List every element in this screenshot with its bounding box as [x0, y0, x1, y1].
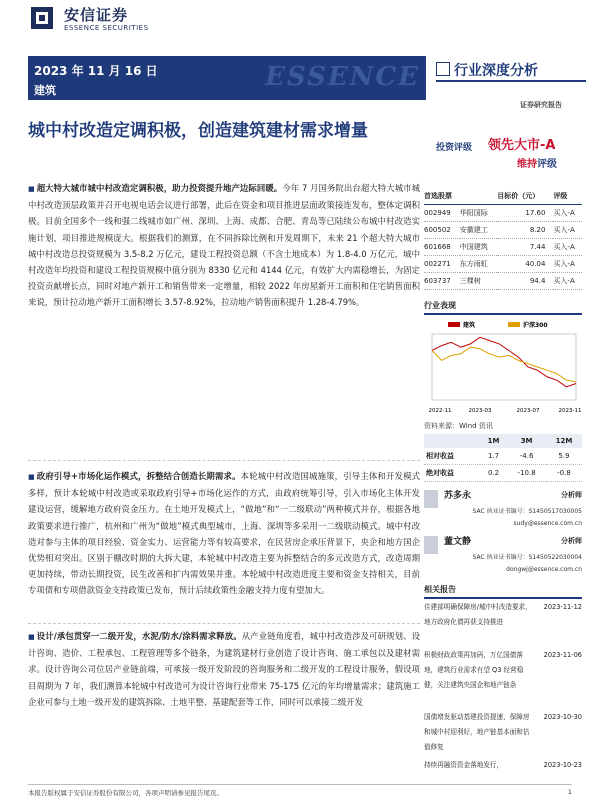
stock-target: 40.04: [497, 256, 553, 273]
rating-label: 投资评级: [436, 143, 473, 153]
col-header: 评级: [553, 190, 582, 205]
analyst-name: 董文静: [444, 537, 472, 547]
legend-label: 沪深300: [523, 322, 548, 329]
section-divider: [28, 460, 420, 461]
performance-row: [424, 465, 582, 482]
related-report-item[interactable]: [424, 648, 582, 706]
summary-paragraph-2: [28, 468, 420, 599]
paragraph-lead: 政府引导+市场化运作模式，拆整结合创造长期需求。: [36, 471, 241, 481]
stock-code: 601668: [424, 239, 460, 256]
stock-rating: 买入-A: [553, 222, 582, 239]
col-header: 3M: [507, 434, 546, 448]
chart-source: 资料来源：Wind 资讯: [424, 422, 493, 430]
related-report-item[interactable]: [424, 758, 582, 778]
stock-row[interactable]: [424, 256, 582, 273]
stock-rating: 买入-A: [553, 256, 582, 273]
related-report-item[interactable]: [424, 600, 582, 644]
rating-maintain-highlight: 维持: [517, 159, 537, 170]
legend-label: 建筑: [463, 322, 476, 329]
analyst-name: 苏多永: [444, 491, 472, 501]
stock-name: 华阳国际: [460, 205, 497, 222]
stock-rating: 买入-A: [553, 273, 582, 290]
col-header: 1M: [480, 434, 508, 448]
analyst-avatar: [424, 490, 438, 508]
legend-swatch: [508, 322, 520, 327]
report-type-label: 行业深度分析: [454, 63, 538, 79]
stock-name: 中国建筑: [460, 239, 497, 256]
analyst-email[interactable]: dongwj@essence.com.cn: [506, 566, 582, 573]
stock-target: 8.20: [497, 222, 553, 239]
related-report-title[interactable]: 住建部明确保障房/城中村改造要求，地方政府化债再获支持推进: [424, 603, 532, 626]
paragraph-text: 今年 7 月国务院出台超大特大城市城中村改造顶层政策并召开电视电话会议进行部署，此后在资金和项目推进层面政策接连发布，整体定调积极。目前全国多个一线和强二线城市如广州、深圳、上海、成都、合肥、青岛等已陆续公布城中村改造实施计划，项目推进规模庞大。根据我们的测算，在不同拆除比例和开发周期下，未来 21 个超大特大城市城中村改造总投资规模为 3.5-8.2 万亿元，建设工程投资总额（不含土地成本）为 1.8-4.0 万亿元，城中村改造年均投资和建设工程投资规模中值分别为 8330 亿元和 4144 亿元，有效扩大内需稳增长，为固定投资贡献增长点，同时对地产新开工和销售带来一定增量，相较 2022 年房屋新开工面积和住宅销售面积来说，预计拉动地产新开工面积增长 3.57-8.92%，拉动地产销售面积提升 1.28-4.79%。: [28, 183, 421, 308]
paragraph-text: 从产业链角度看，城中村改造涉及可研规划、设计咨询、造价、工程承包、工程管理等多个链条，为建筑建材行业创造了设计咨询、施工承包以及建材需求。设计咨询公司位居产业链前端，可承接一级开发阶段的咨询服务和二级开发的工程设计服务，假设项目周期为 7 年，我们测算本轮城中村改造可为设计咨询行业带来 75-175 亿元的年均增量需求；建筑施工企业可参与土地一级开发的建筑拆除、土地平整、基建配套等工作，同时可以承接二级开发: [28, 631, 420, 707]
x-tick-label: 2023-11: [558, 408, 582, 414]
related-report-title[interactable]: 持续再融资资金落地发行，: [424, 761, 504, 769]
performance-row: [424, 448, 582, 465]
report-type-icon: [436, 62, 450, 76]
performance-row-label: 相对收益: [424, 448, 480, 465]
analyst-cert: SAC 执业证书编号：S1450517030005: [472, 508, 582, 515]
paragraph-text: 本轮城中村改造国城施策，引导主体和开发模式多样，预计本轮城中村改造或采取政府引导+市场化运作的方式，由政府统筹引导，引入市场化主体开发建设运营，缓解地方政府资金压力。在土地开发模式上，“做地”和“一二级联动”两种模式并存，根据各地政策要求进行推广，杭州和广州为“做地”模式典型城市，上海、深圳等多采用一二级联动模式。城中村改造对参与主体的项目经验、资金实力、运营能力等有较高要求，在民营房企承压背景下，央企和地方国企优势相对突出。区别于棚改时期的大拆大建，本轮城中村改造主要为拆整结合的多元改造方式，改造周期更加持续，带动长期投资，民生改善和扩内需效果并重。本轮城中村改造进度主要和资金支持相关，目前专项债和专项借款资金支持政策已发布，预计后续政策性金融支持力度有望加大。: [28, 471, 421, 596]
analyst-role: 分析师: [561, 491, 582, 499]
performance-table: [424, 434, 582, 482]
stock-row[interactable]: [424, 239, 582, 256]
bullet-icon: ■: [28, 633, 35, 641]
rating-value: 领先大市-A: [488, 138, 556, 153]
page-number: 1: [567, 788, 572, 796]
col-header: 12M: [546, 434, 582, 448]
banner-watermark: ESSENCE: [265, 62, 420, 92]
stock-row[interactable]: [424, 222, 582, 239]
analyst-cert: SAC 执业证书编号：S1450522030004: [472, 554, 582, 561]
paragraph-lead: 超大特大城市城中村改造定调积极，助力投资提升地产边际回暖。: [36, 183, 283, 193]
related-report-item[interactable]: [424, 710, 582, 754]
performance-value: -0.8: [546, 465, 582, 482]
performance-value: -10.8: [507, 465, 546, 482]
rating-maintain: [517, 155, 557, 170]
x-tick-label: 2022-11: [428, 408, 452, 414]
col-header: 目标价（元）: [497, 190, 553, 205]
report-sector: 建筑: [34, 84, 56, 97]
x-tick-label: 2023-03: [468, 408, 492, 414]
top-picks-table: [424, 190, 582, 290]
analyst-card: [424, 534, 582, 580]
analyst-card: [424, 488, 582, 534]
brand-name: 安信证券: [64, 6, 129, 24]
footer-disclaimer: 本报告版权属于安信证券股份有限公司，各项声明请参见报告尾页。: [28, 789, 223, 797]
report-type-badge: [436, 60, 586, 82]
summary-paragraph-3: [28, 628, 420, 710]
stock-code: 600502: [424, 222, 460, 239]
performance-value: 5.9: [546, 448, 582, 465]
bullet-icon: ■: [28, 185, 35, 193]
stock-target: 7.44: [497, 239, 553, 256]
series-line-0: [432, 337, 576, 387]
stock-target: 94.4: [497, 273, 553, 290]
rating-maintain-rest: 评级: [537, 159, 557, 170]
related-report-date: 2023-10-23: [543, 761, 582, 769]
report-banner: [28, 56, 426, 100]
analyst-avatar: [424, 536, 438, 554]
performance-value: 0.2: [480, 465, 508, 482]
legend-swatch: [448, 322, 460, 327]
stock-name: 东方雨虹: [460, 256, 497, 273]
stock-row[interactable]: [424, 205, 582, 222]
stock-rating: 买入-A: [553, 239, 582, 256]
page-footer: [28, 784, 572, 797]
col-header: [424, 434, 480, 448]
stock-name: 三棵树: [460, 273, 497, 290]
brand-logo-icon: [30, 6, 54, 30]
related-report-date: 2023-11-12: [543, 603, 582, 611]
performance-row-label: 绝对收益: [424, 465, 480, 482]
stock-code: 002949: [424, 205, 460, 222]
paragraph-lead: 设计/承包贯穿一二级开发，水泥/防水/涂料需求释放。: [36, 631, 242, 641]
related-reports-title: 相关报告: [424, 584, 582, 599]
report-kind: 证券研究报告: [520, 101, 562, 109]
performance-value: -4.6: [507, 448, 546, 465]
report-date: 2023 年 11 月 16 日: [34, 64, 158, 78]
stock-row[interactable]: [424, 273, 582, 290]
series-line-1: [432, 347, 576, 382]
stock-name: 安徽建工: [460, 222, 497, 239]
analyst-email[interactable]: sudy@essence.com.cn: [513, 520, 582, 527]
stock-rating: 买入-A: [553, 205, 582, 222]
related-report-date: 2023-11-06: [543, 651, 582, 659]
performance-value: 1.7: [480, 448, 508, 465]
stock-target: 17.60: [497, 205, 553, 222]
market-performance-title: 行业表现: [424, 300, 582, 315]
bullet-icon: ■: [28, 473, 35, 481]
related-report-date: 2023-10-30: [543, 713, 582, 721]
section-divider: [28, 623, 420, 624]
market-performance-chart: [424, 316, 582, 416]
summary-paragraph-1: [28, 180, 420, 311]
analyst-role: 分析师: [561, 537, 582, 545]
related-report-title[interactable]: 积极财政政策再加码，万亿国债落地，建筑行业需求有望 Q3 经营稳健，关注建筑央国企和地产链条: [424, 651, 524, 689]
brand-name-en: ESSENCE SECURITIES: [64, 24, 149, 32]
related-report-title[interactable]: 国债增发驱动基建投资提速，保障房和城中村迎利好，地产链基本面和估值修复: [424, 713, 530, 751]
stock-code: 002271: [424, 256, 460, 273]
report-title: 城中村改造定调积极，创造建筑建材需求增量: [28, 121, 368, 141]
x-tick-label: 2023-07: [516, 408, 540, 414]
col-header: 首选股票: [424, 190, 497, 205]
stock-code: 603737: [424, 273, 460, 290]
